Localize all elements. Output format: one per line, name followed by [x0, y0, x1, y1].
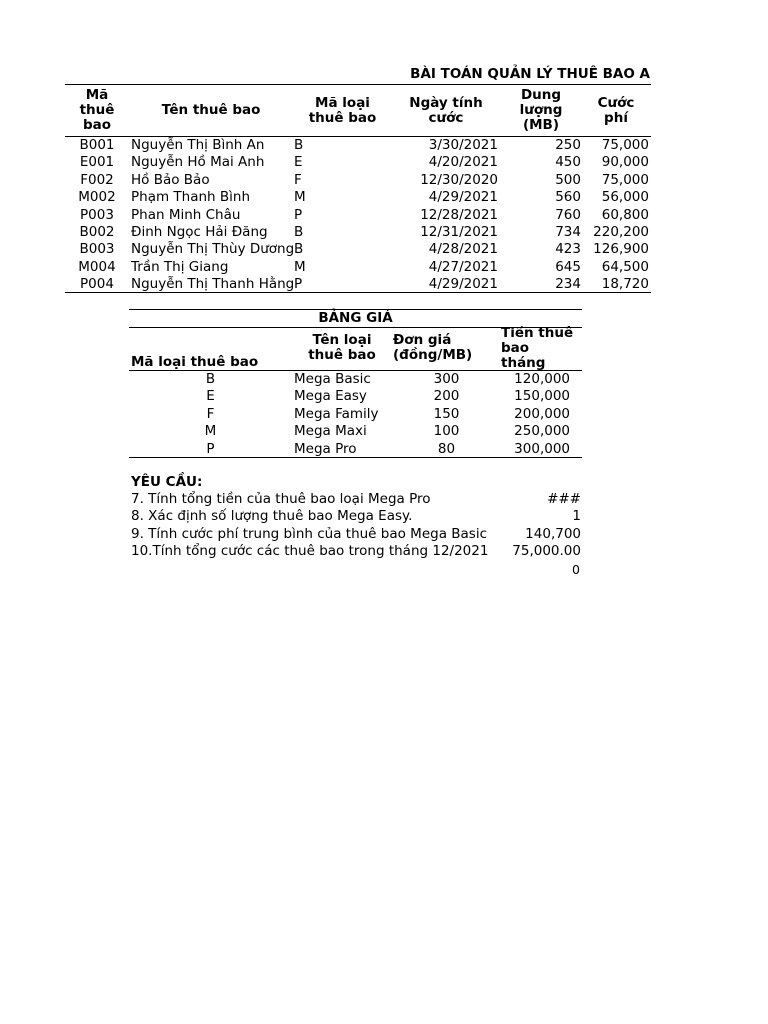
cell-cuoc-phi: 56,000	[601, 189, 649, 206]
price-cell-ma-loai: B	[205, 371, 216, 387]
header-dung-luong: Dung lượng (MB)	[519, 87, 563, 133]
cell-ngay-tinh-cuoc: 12/30/2020	[420, 171, 498, 188]
cell-ma-thue-bao: M002	[78, 189, 116, 206]
price-cell-tien-thue: 250,000	[514, 423, 570, 440]
cell-cuoc-phi: 64,500	[601, 258, 649, 275]
requirement-value: ###	[547, 491, 581, 507]
cell-ten-thue-bao: Trần Thị Giang	[131, 258, 229, 275]
cell-ma-thue-bao: M004	[78, 258, 116, 275]
cell-ngay-tinh-cuoc: 12/31/2021	[420, 224, 498, 240]
cell-dung-luong: 250	[555, 137, 581, 153]
cell-dung-luong: 234	[555, 276, 581, 293]
cell-ma-loai: B	[294, 241, 304, 258]
header-cuoc-phi: Cước phí	[597, 95, 635, 126]
cell-ten-thue-bao: Nguyễn Thị Thùy Dương	[131, 241, 294, 258]
cell-dung-luong: 423	[555, 241, 581, 258]
price-cell-ten-loai: Mega Easy	[294, 388, 367, 405]
price-cell-ten-loai: Mega Family	[294, 405, 379, 422]
cell-ma-thue-bao: P004	[80, 276, 114, 293]
cell-cuoc-phi: 90,000	[601, 154, 649, 171]
cell-ma-loai: P	[294, 276, 303, 293]
cell-ten-thue-bao: Nguyễn Thị Bình An	[131, 137, 265, 153]
requirements-title: YÊU CẦU:	[131, 474, 203, 490]
cell-ngay-tinh-cuoc: 4/20/2021	[428, 154, 498, 171]
cell-ten-thue-bao: Nguyễn Hồ Mai Anh	[131, 154, 265, 171]
requirement-text: 9. Tính cước phí trung bình của thuê bao Mega Basic	[131, 525, 487, 542]
cell-ma-thue-bao: E001	[79, 154, 115, 171]
cell-ten-thue-bao: Phan Minh Châu	[131, 206, 241, 223]
price-cell-don-gia: 200	[433, 388, 460, 405]
cell-dung-luong: 450	[555, 154, 581, 171]
price-cell-tien-thue: 150,000	[514, 388, 570, 405]
price-cell-ten-loai: Mega Maxi	[294, 423, 367, 440]
cell-ngay-tinh-cuoc: 4/29/2021	[428, 189, 498, 206]
cell-ma-thue-bao: B003	[79, 241, 115, 258]
cell-ma-loai: B	[294, 137, 304, 153]
cell-dung-luong: 734	[555, 224, 581, 240]
price-cell-ma-loai: E	[206, 388, 215, 405]
requirement-value: 1	[572, 508, 581, 525]
cell-ten-thue-bao: Đinh Ngọc Hải Đăng	[131, 224, 268, 240]
cell-ma-loai: P	[294, 206, 303, 223]
table-top-border	[65, 84, 651, 85]
cell-ma-loai: B	[294, 224, 304, 240]
price-header-don-gia: Đơn giá (đồng/MB)	[393, 332, 473, 363]
price-cell-don-gia: 100	[433, 423, 460, 440]
cell-ma-loai: E	[294, 154, 303, 171]
price-cell-don-gia: 150	[433, 405, 460, 422]
price-cell-tien-thue: 120,000	[514, 371, 570, 387]
cell-ma-thue-bao: B002	[79, 224, 115, 240]
requirement-value: 140,700	[525, 525, 581, 542]
price-cell-tien-thue: 200,000	[514, 405, 570, 422]
price-header-tien-thue: Tiền thuê bao tháng	[501, 326, 574, 370]
price-header-ma-loai: Mã loại thuê bao	[131, 354, 259, 370]
price-table-title: BẢNG GIÁ	[318, 310, 393, 326]
requirement-text: 7. Tính tổng tiền của thuê bao loại Mega Pro	[131, 491, 431, 507]
cell-ngay-tinh-cuoc: 3/30/2021	[428, 137, 498, 153]
cell-ma-loai: F	[294, 171, 302, 188]
cell-ten-thue-bao: Nguyễn Thị Thanh Hằng	[131, 276, 294, 293]
cell-ngay-tinh-cuoc: 4/28/2021	[428, 241, 498, 258]
cell-ma-thue-bao: F002	[80, 171, 114, 188]
cell-cuoc-phi: 126,900	[593, 241, 649, 258]
price-table-bottom-border	[129, 457, 582, 458]
cell-ngay-tinh-cuoc: 12/28/2021	[420, 206, 498, 223]
cell-ngay-tinh-cuoc: 4/29/2021	[428, 276, 498, 293]
price-cell-ten-loai: Mega Basic	[294, 371, 371, 387]
cell-cuoc-phi: 220,200	[593, 224, 649, 240]
price-cell-ma-loai: M	[204, 423, 217, 440]
cell-ma-loai: M	[294, 258, 306, 275]
price-cell-ma-loai: P	[206, 440, 215, 457]
price-header-ten-loai: Tên loại thuê bao	[308, 332, 376, 363]
price-cell-ten-loai: Mega Pro	[294, 440, 357, 457]
cell-ten-thue-bao: Hồ Bảo Bảo	[131, 171, 210, 188]
requirement-value: 75,000.00	[512, 543, 581, 560]
cell-ten-thue-bao: Phạm Thanh Bình	[131, 189, 251, 206]
requirement-overflow-value: 0	[572, 562, 580, 577]
header-ma-loai-thue-bao: Mã loại thuê bao	[308, 95, 377, 126]
page-title: BÀI TOÁN QUẢN LÝ THUÊ BAO A	[410, 66, 650, 82]
cell-cuoc-phi: 75,000	[601, 171, 649, 188]
cell-ma-thue-bao: P003	[80, 206, 114, 223]
table-bottom-border	[65, 292, 651, 293]
cell-ma-thue-bao: B001	[79, 137, 115, 153]
cell-dung-luong: 560	[555, 189, 581, 206]
requirement-text: 8. Xác định số lượng thuê bao Mega Easy.	[131, 508, 413, 525]
header-ma-thue-bao: Mã thuê bao	[79, 87, 115, 133]
cell-cuoc-phi: 60,800	[601, 206, 649, 223]
price-cell-tien-thue: 300,000	[514, 440, 570, 457]
cell-cuoc-phi: 18,720	[601, 276, 649, 293]
cell-dung-luong: 760	[555, 206, 581, 223]
cell-ngay-tinh-cuoc: 4/27/2021	[428, 258, 498, 275]
price-cell-don-gia: 80	[437, 440, 456, 457]
header-ten-thue-bao: Tên thuê bao	[161, 102, 261, 118]
price-cell-ma-loai: F	[206, 405, 215, 422]
header-ngay-tinh-cuoc: Ngày tính cước	[409, 95, 483, 126]
cell-ma-loai: M	[294, 189, 306, 206]
cell-dung-luong: 500	[555, 171, 581, 188]
price-cell-don-gia: 300	[433, 371, 460, 387]
cell-cuoc-phi: 75,000	[601, 137, 649, 153]
cell-dung-luong: 645	[555, 258, 581, 275]
requirement-text: 10.Tính tổng cước các thuê bao trong tháng 12/2021	[131, 543, 489, 560]
